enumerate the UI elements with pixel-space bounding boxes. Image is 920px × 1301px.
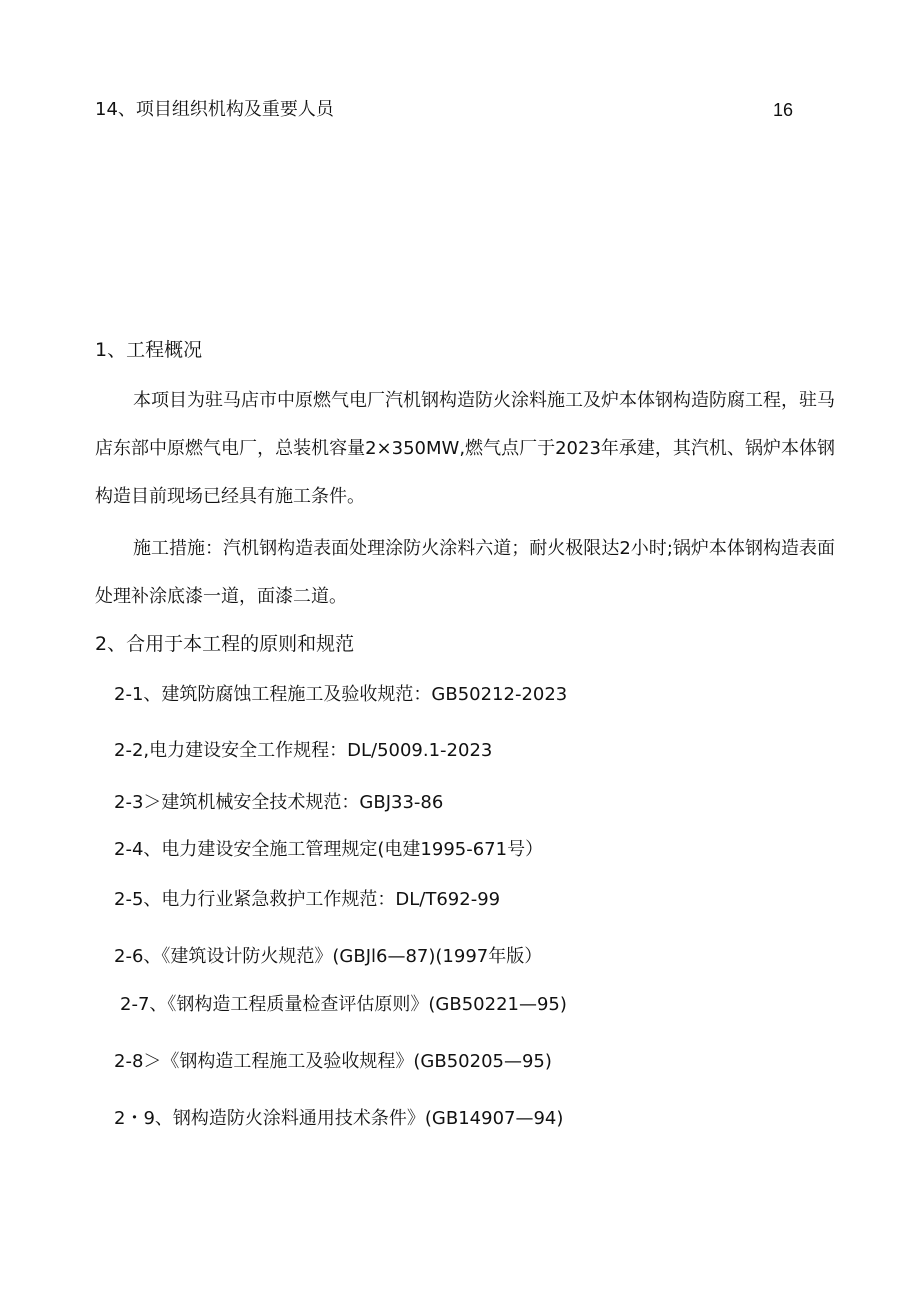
standard-item: 2-6、《建筑设计防火规范》(GBJl6—87)(1997年版） (114, 946, 543, 967)
section-2-heading: 2、合用于本工程的原则和规范 (95, 633, 355, 655)
toc-entry-title: 14、项目组织机构及重要人员 (95, 99, 334, 120)
standard-item: 2-4、电力建设安全施工管理规定(电建1995-671号） (114, 839, 544, 860)
section-1-paragraph-2: 施工措施：汽机钢构造表面处理涂防火涂料六道；耐火极限达2小时;锅炉本体钢构造表面处理补涂底漆一道，面漆二道。 (95, 538, 835, 607)
standard-item: 2-1、建筑防腐蚀工程施工及验收规范：GB50212-2023 (114, 684, 568, 705)
standard-item: 2-3＞建筑机械安全技术规范：GBJ33-86 (114, 792, 444, 813)
standard-item: 2-2,电力建设安全工作规程：DL/5009.1-2023 (114, 740, 493, 761)
standard-item: 2-7、《钢构造工程质量检查评估原则》(GB50221—95) (120, 994, 567, 1015)
standard-item: 2-5、电力行业紧急救护工作规范：DL/T692-99 (114, 889, 501, 910)
toc-entry-page-number: 16 (773, 100, 794, 120)
section-1-heading: 1、工程概况 (95, 339, 203, 361)
standard-item: 2・9、钢构造防火涂料通用技术条件》(GB14907—94) (114, 1108, 564, 1129)
section-1-paragraph-1: 本项目为驻马店市中原燃气电厂汽机钢构造防火涂料施工及炉本体钢构造防腐工程，驻马店东部中原燃气电厂，总装机容量2×350MW,燃气点厂于2023年承建，其汽机、锅炉本体钢构造目前现场已经具有施工条件。 (95, 390, 835, 507)
standard-item: 2-8＞《钢构造工程施工及验收规程》(GB50205—95) (114, 1051, 552, 1072)
